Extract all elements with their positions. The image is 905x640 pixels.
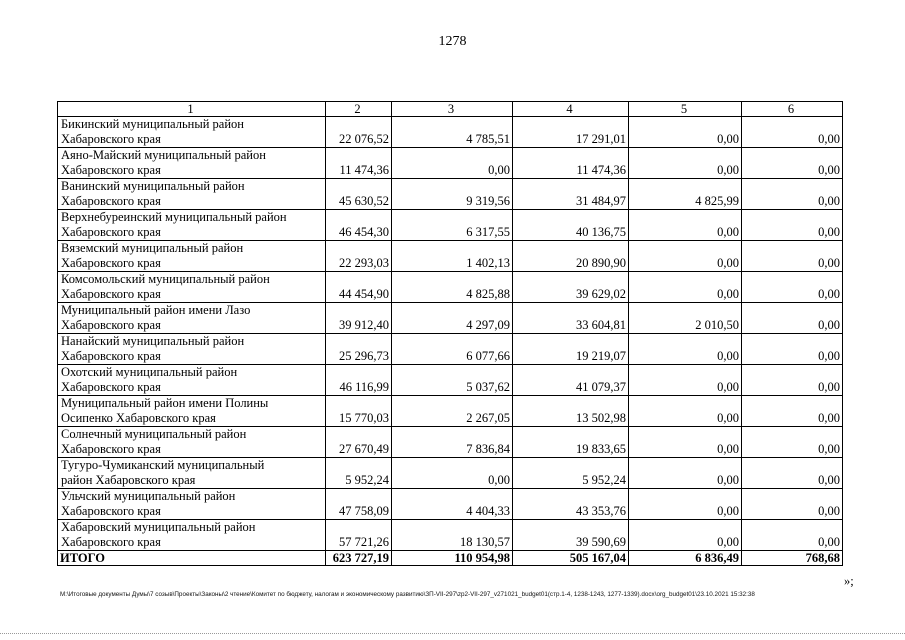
district-name-cell	[58, 489, 326, 520]
district-name-cell	[58, 520, 326, 551]
value-cell: 5 037,62	[392, 365, 513, 396]
column-header: 6	[742, 102, 843, 117]
page-edge-line	[0, 633, 905, 634]
district-name-line: Нанайский муниципальный район	[61, 334, 245, 348]
table-row	[58, 520, 843, 551]
total-label: ИТОГО	[58, 551, 326, 566]
value-cell: 19 219,07	[513, 334, 629, 365]
district-name-cell	[58, 303, 326, 334]
column-header: 5	[629, 102, 742, 117]
value-cell: 0,00	[392, 148, 513, 179]
value-cell: 0,00	[629, 272, 742, 303]
district-name-cell	[58, 365, 326, 396]
district-name-cell	[58, 458, 326, 489]
district-name-line: Хабаровского края	[61, 535, 161, 549]
district-name-line: Вяземский муниципальный район	[61, 241, 244, 255]
district-name-line: Хабаровского края	[61, 318, 161, 332]
value-cell: 0,00	[742, 334, 843, 365]
closing-quote-mark: »;	[844, 574, 854, 588]
district-name-line: Ванинский муниципальный район	[61, 179, 245, 193]
table-row	[58, 489, 843, 520]
value-cell: 0,00	[629, 520, 742, 551]
total-row	[58, 551, 843, 566]
district-name-cell	[58, 179, 326, 210]
district-name-line: Муниципальный район имени Лазо	[61, 303, 251, 317]
district-name-line: Охотский муниципальный район	[61, 365, 238, 379]
district-name-line: Хабаровского края	[61, 225, 161, 239]
value-cell: 4 825,88	[392, 272, 513, 303]
value-cell: 11 474,36	[326, 148, 392, 179]
total-cell: 768,68	[742, 551, 843, 566]
value-cell: 13 502,98	[513, 396, 629, 427]
value-cell: 7 836,84	[392, 427, 513, 458]
district-name-cell	[58, 117, 326, 148]
district-name-line: Осипенко Хабаровского края	[61, 411, 216, 425]
district-name-line: Хабаровского края	[61, 442, 161, 456]
district-name-line: Хабаровский муниципальный район	[61, 520, 256, 534]
value-cell: 0,00	[742, 210, 843, 241]
district-name-line: Хабаровского края	[61, 163, 161, 177]
district-name-line: Хабаровского края	[61, 504, 161, 518]
value-cell: 0,00	[629, 334, 742, 365]
value-cell: 18 130,57	[392, 520, 513, 551]
table-row	[58, 179, 843, 210]
table-row	[58, 148, 843, 179]
value-cell: 0,00	[629, 148, 742, 179]
value-cell: 0,00	[629, 210, 742, 241]
value-cell: 5 952,24	[513, 458, 629, 489]
table-row	[58, 334, 843, 365]
value-cell: 0,00	[742, 489, 843, 520]
value-cell: 57 721,26	[326, 520, 392, 551]
value-cell: 46 116,99	[326, 365, 392, 396]
value-cell: 17 291,01	[513, 117, 629, 148]
total-cell: 6 836,49	[629, 551, 742, 566]
value-cell: 0,00	[629, 365, 742, 396]
value-cell: 0,00	[629, 458, 742, 489]
value-cell: 0,00	[742, 303, 843, 334]
budget-table	[57, 101, 843, 566]
district-name-line: Хабаровского края	[61, 194, 161, 208]
value-cell: 31 484,97	[513, 179, 629, 210]
table-row	[58, 117, 843, 148]
district-name-line: район Хабаровского края	[61, 473, 196, 487]
value-cell: 43 353,76	[513, 489, 629, 520]
value-cell: 27 670,49	[326, 427, 392, 458]
total-cell: 623 727,19	[326, 551, 392, 566]
table-row	[58, 210, 843, 241]
value-cell: 20 890,90	[513, 241, 629, 272]
value-cell: 45 630,52	[326, 179, 392, 210]
value-cell: 47 758,09	[326, 489, 392, 520]
value-cell: 0,00	[742, 520, 843, 551]
table-row	[58, 241, 843, 272]
district-name-line: Хабаровского края	[61, 256, 161, 270]
page-number: 1278	[438, 34, 467, 49]
value-cell: 2 010,50	[629, 303, 742, 334]
value-cell: 22 076,52	[326, 117, 392, 148]
column-header: 1	[58, 102, 326, 117]
value-cell: 4 404,33	[392, 489, 513, 520]
district-name-line: Бикинский муниципальный район	[61, 117, 244, 131]
value-cell: 0,00	[629, 396, 742, 427]
district-name-cell	[58, 241, 326, 272]
district-name-line: Хабаровского края	[61, 349, 161, 363]
value-cell: 0,00	[742, 179, 843, 210]
value-cell: 5 952,24	[326, 458, 392, 489]
table-row	[58, 427, 843, 458]
district-name-cell	[58, 396, 326, 427]
value-cell: 0,00	[392, 458, 513, 489]
district-name-line: Хабаровского края	[61, 287, 161, 301]
district-name-cell	[58, 427, 326, 458]
table-row	[58, 272, 843, 303]
value-cell: 39 629,02	[513, 272, 629, 303]
value-cell: 11 474,36	[513, 148, 629, 179]
value-cell: 4 785,51	[392, 117, 513, 148]
column-header: 2	[326, 102, 392, 117]
value-cell: 0,00	[742, 427, 843, 458]
value-cell: 9 319,56	[392, 179, 513, 210]
district-name-cell	[58, 210, 326, 241]
value-cell: 0,00	[629, 489, 742, 520]
value-cell: 39 590,69	[513, 520, 629, 551]
value-cell: 15 770,03	[326, 396, 392, 427]
value-cell: 0,00	[629, 117, 742, 148]
total-cell: 505 167,04	[513, 551, 629, 566]
district-name-line: Аяно-Майский муниципальный район	[61, 148, 266, 162]
district-name-cell	[58, 334, 326, 365]
value-cell: 1 402,13	[392, 241, 513, 272]
value-cell: 0,00	[742, 272, 843, 303]
value-cell: 2 267,05	[392, 396, 513, 427]
value-cell: 6 077,66	[392, 334, 513, 365]
district-name-line: Верхнебуреинский муниципальный район	[61, 210, 287, 224]
district-name-line: Хабаровского края	[61, 380, 161, 394]
value-cell: 0,00	[742, 458, 843, 489]
column-header: 4	[513, 102, 629, 117]
table-row	[58, 396, 843, 427]
district-name-line: Хабаровского края	[61, 132, 161, 146]
table-row	[58, 303, 843, 334]
value-cell: 0,00	[629, 241, 742, 272]
table-row	[58, 365, 843, 396]
value-cell: 44 454,90	[326, 272, 392, 303]
district-name-line: Муниципальный район имени Полины	[61, 396, 269, 410]
footer-file-path: M:\Итоговые документы Думы\7 созыв\Проекты\Законы\2 чтение\Комитет по бюджету, налогам и экономическому развитию\ЗП-VII-297\zp2-VII-297_v271021_budget01(стр.1-4, 1238-1243, 1277-1339).docx\org_budget01\23.10.2021 15:32:38	[60, 591, 755, 598]
value-cell: 0,00	[629, 427, 742, 458]
table-row	[58, 458, 843, 489]
value-cell: 33 604,81	[513, 303, 629, 334]
value-cell: 41 079,37	[513, 365, 629, 396]
value-cell: 39 912,40	[326, 303, 392, 334]
value-cell: 22 293,03	[326, 241, 392, 272]
value-cell: 40 136,75	[513, 210, 629, 241]
district-name-cell	[58, 148, 326, 179]
value-cell: 0,00	[742, 396, 843, 427]
total-cell: 110 954,98	[392, 551, 513, 566]
value-cell: 6 317,55	[392, 210, 513, 241]
value-cell: 19 833,65	[513, 427, 629, 458]
value-cell: 46 454,30	[326, 210, 392, 241]
value-cell: 0,00	[742, 365, 843, 396]
value-cell: 4 825,99	[629, 179, 742, 210]
district-name-cell	[58, 272, 326, 303]
table-header-row	[58, 102, 843, 117]
district-name-line: Солнечный муниципальный район	[61, 427, 247, 441]
value-cell: 25 296,73	[326, 334, 392, 365]
column-header: 3	[392, 102, 513, 117]
district-name-line: Комсомольский муниципальный район	[61, 272, 270, 286]
value-cell: 0,00	[742, 117, 843, 148]
value-cell: 0,00	[742, 241, 843, 272]
value-cell: 4 297,09	[392, 303, 513, 334]
district-name-line: Тугуро-Чумиканский муниципальный	[61, 458, 265, 472]
value-cell: 0,00	[742, 148, 843, 179]
district-name-line: Ульчский муниципальный район	[61, 489, 236, 503]
